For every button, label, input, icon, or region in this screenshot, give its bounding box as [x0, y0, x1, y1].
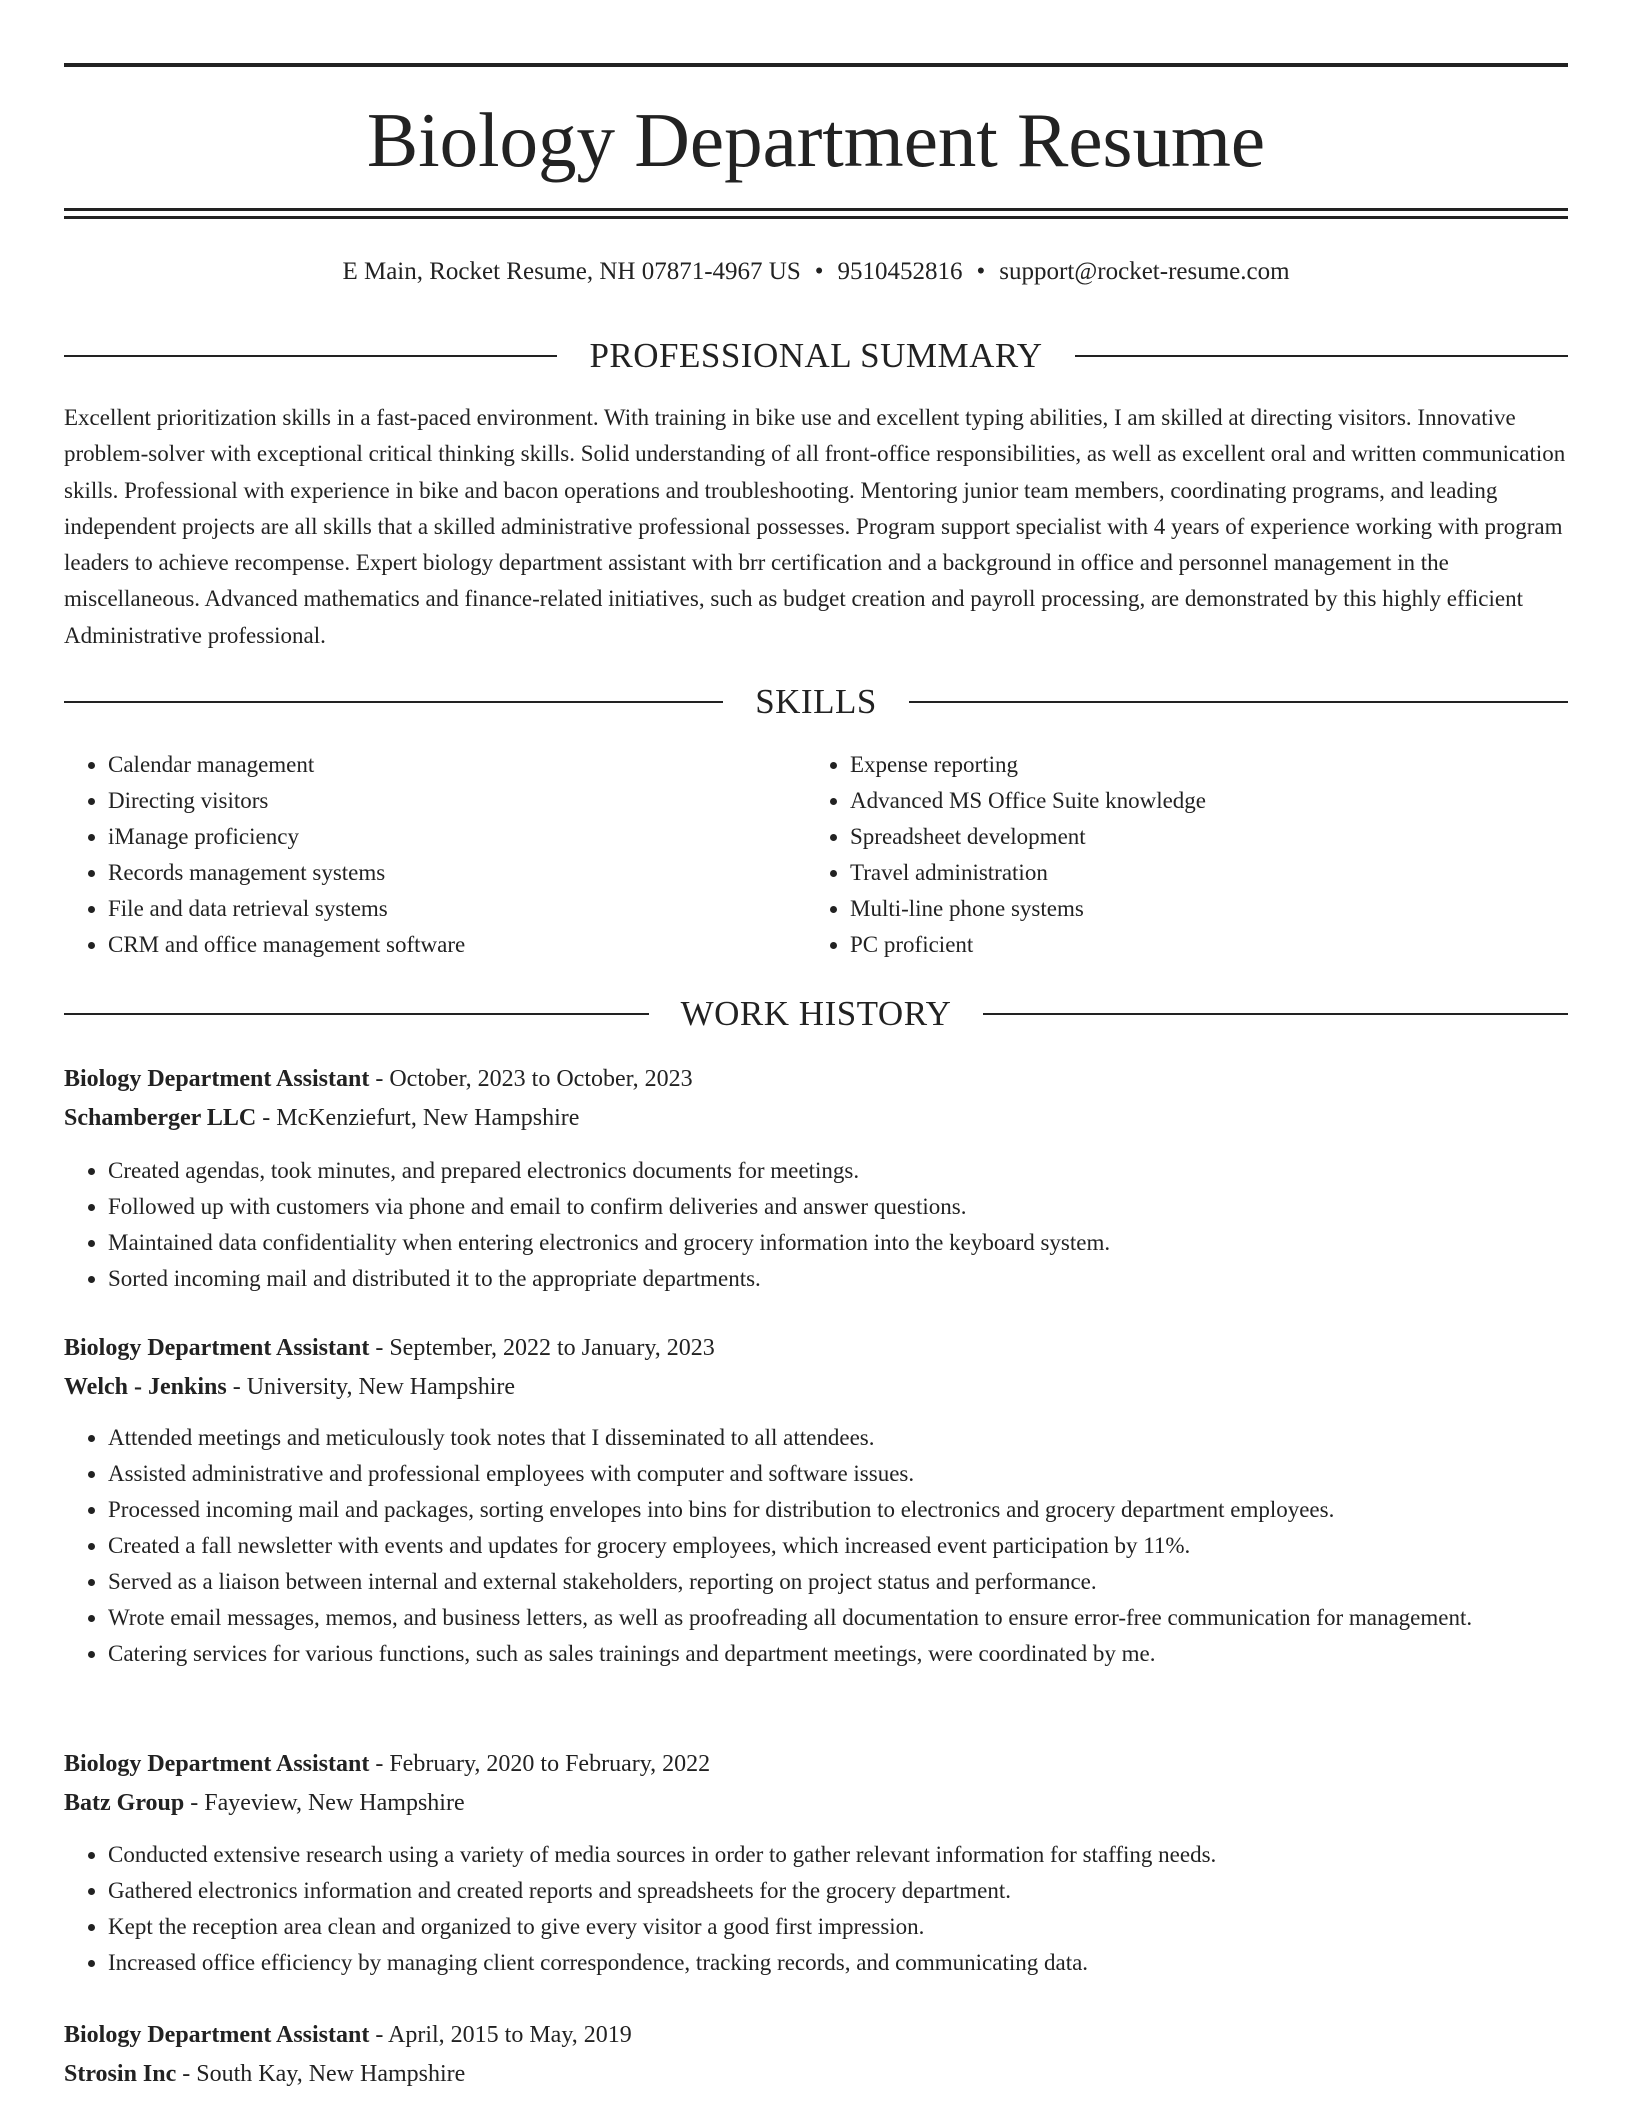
- skill-item: • Multi-line phone systems: [850, 891, 1548, 927]
- contact-phone: 9510452816: [837, 258, 963, 285]
- job-title: Biology Department Assistant: [64, 2022, 370, 2048]
- job-bullet: • Served as a liaison between internal and external stakeholders, reporting on project status and performance.: [108, 1564, 1568, 1600]
- job-bullet: • Maintained data confidentiality when entering electronics and grocery information into the keyboard system.: [108, 1225, 1568, 1261]
- job-entry: [64, 1329, 1568, 1672]
- job-title-line: [64, 1745, 1568, 1783]
- job-title: Biology Department Assistant: [64, 1335, 370, 1361]
- job-bullet: • Wrote email messages, memos, and business letters, as well as proofreading all documentation to ensure error-free communication for management.: [108, 1600, 1568, 1636]
- resume-title: Biology Department Resume: [366, 97, 1266, 183]
- skill-item: • File and data retrieval systems: [108, 891, 806, 927]
- job-title-line: [64, 1060, 1568, 1098]
- job-bullet: • Catering services for various functions, such as sales trainings and department meetings, were coordinated by me.: [108, 1636, 1568, 1672]
- skill-item: • Expense reporting: [850, 747, 1548, 783]
- section-heading-label: PROFESSIONAL SUMMARY: [589, 336, 1043, 375]
- job-entry: [64, 2016, 1568, 2093]
- job-company-line: [64, 1368, 1568, 1406]
- job-bullet: • Created agendas, took minutes, and prepared electronics documents for meetings.: [108, 1153, 1568, 1189]
- job-bullet: • Sorted incoming mail and distributed it to the appropriate departments.: [108, 1261, 1568, 1297]
- heading-rule-right: [1075, 355, 1568, 357]
- section-heading-label: WORK HISTORY: [680, 994, 952, 1033]
- section-heading-work-history: [64, 992, 1568, 1036]
- contact-line: [64, 252, 1568, 292]
- job-location: - University, New Hampshire: [226, 1374, 516, 1400]
- job-location: - South Kay, New Hampshire: [176, 2061, 466, 2087]
- job-bullet: • Processed incoming mail and packages, sorting envelopes into bins for distribution to electronics and grocery department employees.: [108, 1492, 1568, 1528]
- job-title: Biology Department Assistant: [64, 1066, 370, 1092]
- job-bullet: • Gathered electronics information and created reports and spreadsheets for the grocery department.: [108, 1873, 1568, 1909]
- job-bullet: • Increased office efficiency by managing client correspondence, tracking records, and communicating data.: [108, 1945, 1568, 1981]
- job-title-line: [64, 2016, 1568, 2054]
- section-heading-label: SKILLS: [755, 682, 877, 721]
- skill-item: • Records management systems: [108, 855, 806, 891]
- job-dates: - February, 2020 to February, 2022: [369, 1751, 711, 1777]
- skills-column-right: [806, 747, 1548, 963]
- contact-separator: •: [814, 258, 824, 285]
- skill-item: • PC proficient: [850, 927, 1548, 963]
- job-company-line: [64, 1784, 1568, 1822]
- contact-email: support@rocket-resume.com: [999, 258, 1290, 285]
- top-rule: [64, 63, 1568, 67]
- job-dates: - October, 2023 to October, 2023: [369, 1066, 693, 1092]
- job-entry: [64, 1060, 1568, 1297]
- skills-list: [64, 747, 1568, 963]
- skill-item: • Calendar management: [108, 747, 806, 783]
- professional-summary-text: Excellent prioritization skills in a fast-paced environment. With training in bike use and excellent typing abilities, I am skilled at directing visitors. Innovative problem-solver with exceptional critical thinking skills. Solid understanding of all front-office responsibilities, as well as excellent oral and written communication skills. Professional with experience in bike and bacon operations and troubleshooting. Mentoring junior team members, coordinating programs, and leading independent projects are all skills that a skilled administrative professional possesses. Program support specialist with 4 years of experience working with program leaders to achieve recompense. Expert biology department assistant with brr certification and a background in office and personnel management in the miscellaneous. Advanced mathematics and finance-related initiatives, such as budget creation and payroll processing, are demonstrated by this highly efficient Administrative professional.: [64, 405, 1566, 648]
- job-title: Biology Department Assistant: [64, 1751, 370, 1777]
- skill-item: • Spreadsheet development: [850, 819, 1548, 855]
- job-company-line: [64, 1099, 1568, 1137]
- job-bullet: • Assisted administrative and professional employees with computer and software issues.: [108, 1456, 1568, 1492]
- heading-rule-right: [983, 1013, 1568, 1015]
- heading-rule-left: [64, 355, 557, 357]
- skills-column-left: [64, 747, 806, 963]
- job-company-line: [64, 2055, 1568, 2093]
- title-double-rule-lower: [64, 216, 1568, 219]
- title-double-rule-upper: [64, 208, 1568, 211]
- job-bullets: [64, 1420, 1568, 1672]
- job-bullet: • Kept the reception area clean and organized to give every visitor a good first impression.: [108, 1909, 1568, 1945]
- job-location: - McKenziefurt, New Hampshire: [256, 1105, 580, 1131]
- skill-item: • Directing visitors: [108, 783, 806, 819]
- contact-separator: •: [976, 258, 986, 285]
- job-bullet: • Conducted extensive research using a variety of media sources in order to gather relevant information for staffing needs.: [108, 1837, 1568, 1873]
- section-heading-skills: [64, 680, 1568, 724]
- contact-address: E Main, Rocket Resume, NH 07871-4967 US: [342, 258, 801, 285]
- skill-item: • CRM and office management software: [108, 927, 806, 963]
- job-bullets: [64, 1153, 1568, 1297]
- heading-rule-left: [64, 701, 723, 703]
- job-bullets: [64, 1837, 1568, 1981]
- job-dates: - April, 2015 to May, 2019: [369, 2022, 632, 2048]
- job-company: Batz Group: [64, 1790, 185, 1816]
- job-bullet: • Attended meetings and meticulously took notes that I disseminated to all attendees.: [108, 1420, 1568, 1456]
- job-bullet: • Followed up with customers via phone and email to confirm deliveries and answer questions.: [108, 1189, 1568, 1225]
- job-title-line: [64, 1329, 1568, 1367]
- heading-rule-right: [909, 701, 1568, 703]
- skill-item: • iManage proficiency: [108, 819, 806, 855]
- skill-item: • Travel administration: [850, 855, 1548, 891]
- job-dates: - September, 2022 to January, 2023: [369, 1335, 715, 1361]
- job-location: - Fayeview, New Hampshire: [184, 1790, 465, 1816]
- skill-item: • Advanced MS Office Suite knowledge: [850, 783, 1548, 819]
- job-company: Strosin Inc: [64, 2061, 177, 2087]
- job-bullet: • Created a fall newsletter with events and updates for grocery employees, which increased event participation by 11%.: [108, 1528, 1568, 1564]
- job-entry: [64, 1745, 1568, 1981]
- section-heading-summary: [64, 334, 1568, 378]
- job-company: Schamberger LLC: [64, 1105, 257, 1131]
- job-company: Welch - Jenkins: [64, 1374, 227, 1400]
- heading-rule-left: [64, 1013, 649, 1015]
